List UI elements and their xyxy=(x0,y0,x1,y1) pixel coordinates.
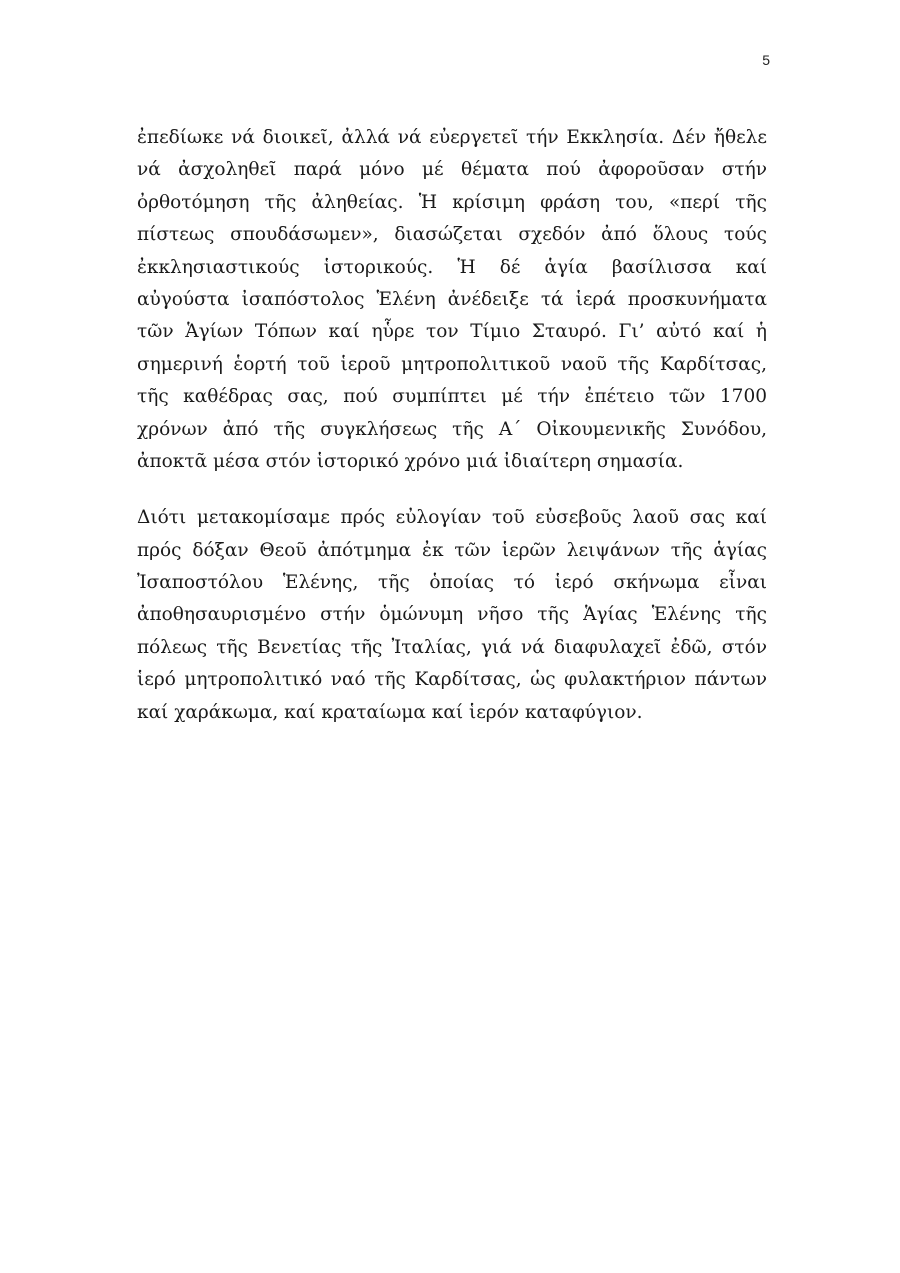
text-line: πίστεως σπουδάσωμεν», διασώζεται σχεδόν ἀπό ὅλους τούς xyxy=(137,224,767,246)
text-line: καί χαράκωμα, καί κραταίωμα καί ἱερόν καταφύγιον. xyxy=(137,701,643,723)
text-line: πρός δόξαν Θεοῦ ἀπότμημα ἐκ τῶν ἱερῶν λειψάνων τῆς ἁγίας xyxy=(137,539,767,561)
paragraph-2 xyxy=(137,502,767,729)
text-line: ἀποκτᾶ μέσα στόν ἱστορικό χρόνο μιά ἰδιαίτερη σημασία. xyxy=(137,450,684,472)
text-line: ἱερό μητροπολιτικό ναό τῆς Καρδίτσας, ὡς φυλακτήριον πάντων xyxy=(137,669,767,691)
text-line: ἐκκλησιαστικούς ἱστορικούς. Ἡ δέ ἁγία βασίλισσα καί xyxy=(137,256,767,278)
text-line: νά ἀσχοληθεῖ παρά μόνο μέ θέματα πού ἀφοροῦσαν στήν xyxy=(137,159,767,181)
page-number: 5 xyxy=(762,52,770,68)
text-line: αὐγούστα ἰσαπόστολος Ἑλένη ἀνέδειξε τά ἱερά προσκυνήματα xyxy=(137,288,767,310)
text-line: ὀρθοτόμηση τῆς ἀληθείας. Ἡ κρίσιμη φράση του, «περί τῆς xyxy=(137,191,767,213)
text-line: τῶν Ἁγίων Τόπων καί ηὗρε τον Τίμιο Σταυρό. Γι’ αὐτό καί ἡ xyxy=(137,321,767,343)
text-line: ἐπεδίωκε νά διοικεῖ, ἀλλά νά εὐεργετεῖ τήν Εκκλησία. Δέν ἤθελε xyxy=(137,127,767,148)
text-line: πόλεως τῆς Βενετίας τῆς Ἰταλίας, γιά νά διαφυλαχεῖ ἐδῶ, στόν xyxy=(137,636,767,658)
text-line: Διότι μετακομίσαμε πρός εὐλογίαν τοῦ εὐσεβοῦς λαοῦ σας καί xyxy=(137,507,767,529)
text-line: χρόνων ἀπό τῆς συγκλήσεως τῆς Α΄ Οἰκουμενικῆς Συνόδου, xyxy=(137,418,767,440)
body-text xyxy=(137,122,767,729)
text-line: σημερινή ἑορτή τοῦ ἱεροῦ μητροπολιτικοῦ ναοῦ τῆς Καρδίτσας, xyxy=(137,353,767,375)
paragraph-1 xyxy=(137,122,767,478)
text-line: τῆς καθέδρας σας, πού συμπίπτει μέ τήν ἐπέτειο τῶν 1700 xyxy=(137,386,767,408)
text-line: Ἰσαποστόλου Ἑλένης, τῆς ὁποίας τό ἱερό σκήνωμα εἶναι xyxy=(137,572,767,594)
text-line: ἀποθησαυρισμένο στήν ὁμώνυμη νῆσο τῆς Ἁγίας Ἑλένης τῆς xyxy=(137,604,767,626)
